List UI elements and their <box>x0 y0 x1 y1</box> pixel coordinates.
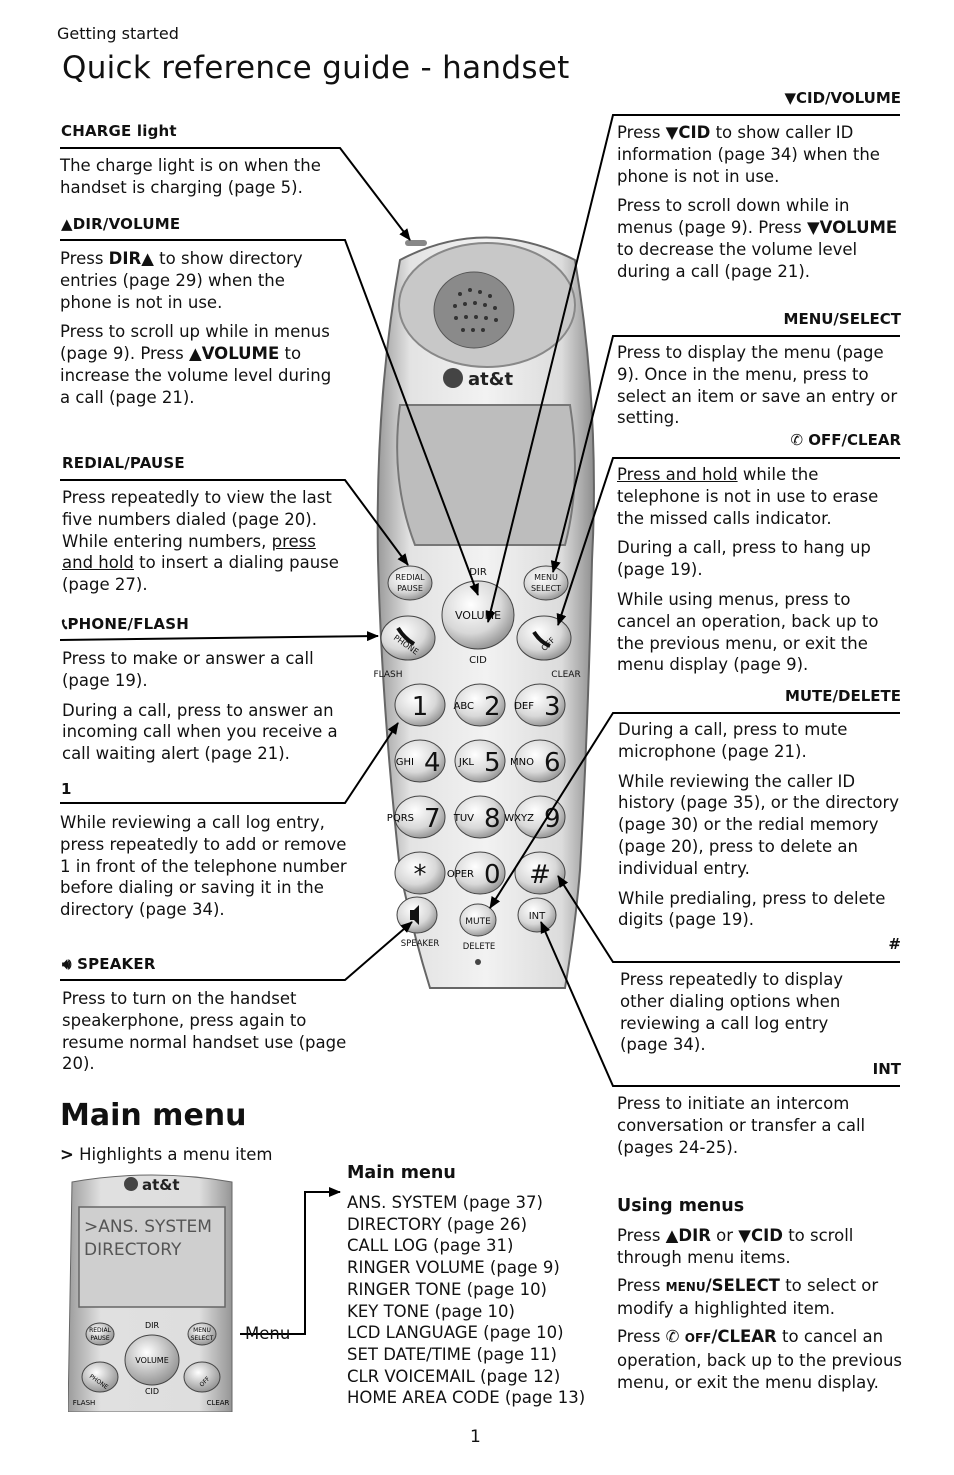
key-digit: 5 <box>484 748 501 778</box>
phone-flash-text: Press to make or answer a call (page 19). During a call, press to answer an incoming call when you receive a call waiting alert (page 21). <box>62 649 338 764</box>
page-number: 1 <box>470 1427 481 1447</box>
key-digit: # <box>529 860 551 890</box>
up-triangle-icon: ▲ <box>141 249 154 268</box>
key-letters: WXYZ <box>504 813 534 824</box>
speaker-icon: 🔊︎ <box>62 955 72 973</box>
redial-pause-text: Press repeatedly to view the last five numbers dialed (page 20). While entering numbers, press and hold to insert a dialing pause (page 27). <box>62 488 339 595</box>
mini-off-label: OFF <box>198 1375 212 1389</box>
key-letters: DEF <box>514 701 534 712</box>
pause-key-label: PAUSE <box>397 584 423 593</box>
main-menu-item: KEY TONE (page 10) <box>347 1301 515 1321</box>
main-menu-item: DIRECTORY (page 26) <box>347 1214 528 1234</box>
key-digit: * <box>413 860 427 890</box>
main-menu-item: ANS. SYSTEM (page 37) <box>347 1193 543 1212</box>
off-key-label: OFF <box>539 635 557 653</box>
main-menu-list <box>347 1192 607 1409</box>
key-letters: GHI <box>395 757 414 768</box>
dir-volume-label: ▲DIR/VOLUME <box>61 215 181 233</box>
cid-volume-label: ▼CID/VOLUME <box>784 89 901 107</box>
mini-brand-logo-text: at&t <box>142 1176 180 1194</box>
key-letters: OPER <box>446 869 474 880</box>
highlight-legend: > Highlights a menu item <box>60 1145 273 1164</box>
phone-flash-label: 📞︎PHONE/FLASH <box>62 615 190 633</box>
key-digit: 6 <box>544 748 561 778</box>
handset-off-icon: ✆ <box>665 1327 680 1347</box>
menu-key-label: MENU <box>534 573 558 582</box>
main-menu-item: HOME AREA CODE (page 13) <box>347 1388 586 1408</box>
speaker-key-label: SPEAKER <box>400 939 440 949</box>
mini-volume-label: VOLUME <box>135 1356 169 1365</box>
speaker-text: Press to turn on the handset speakerphone, press again to resume normal handset use (page 20). <box>62 989 347 1074</box>
key-digit: 3 <box>544 692 561 722</box>
volume-key-label: VOLUME <box>454 609 502 622</box>
mute-delete-text: During a call, press to mute microphone (page 21). While reviewing the caller ID history (page 35), or the directory (page 30) or the redial memory (page 20), press to delete an individual entry. While predialing, press to delete digits (page 19). <box>618 720 900 930</box>
main-menu-item: RINGER VOLUME (page 9) <box>347 1258 560 1278</box>
int-text: Press to initiate an intercom conversation or transfer a call (pages 24-25). <box>617 1094 866 1157</box>
page-title: Quick reference guide - handset <box>62 50 570 86</box>
key-letters: MNO <box>510 757 534 768</box>
mini-select-label: SELECT <box>190 1335 214 1342</box>
phone-key-label: PHONE <box>391 633 421 657</box>
delete-label: DELETE <box>462 942 496 952</box>
int-label: INT <box>872 1060 901 1078</box>
key-one-label: 1 <box>61 780 72 798</box>
mini-redial-label: REDIAL <box>89 1327 111 1334</box>
down-triangle-icon: ▼ <box>665 123 679 142</box>
phone-icon: 📞︎ <box>62 615 68 633</box>
mini-cid-label: CID <box>144 1387 160 1396</box>
key-letters: ABC <box>453 701 474 712</box>
mini-flash-label: FLASH <box>72 1399 96 1407</box>
mini-lcd-line-1: >ANS. SYSTEM <box>84 1217 212 1237</box>
main-menu-item: RINGER TONE (page 10) <box>347 1279 547 1299</box>
brand-logo-text: at&t <box>468 369 514 390</box>
key-digit: 9 <box>544 804 561 834</box>
redial-key-label: REDIAL <box>395 573 425 582</box>
flash-label: FLASH <box>373 670 403 680</box>
mute-delete-label: MUTE/DELETE <box>784 687 901 705</box>
mini-phone-label: PHONE <box>87 1373 110 1391</box>
off-clear-text: Press and hold while the telephone is not in use to erase the missed calls indicator. During a call, press to hang up (page 19). While using menus, press to cancel an operation, back up to the previous menu, or exit the menu display (page 9). <box>617 465 879 675</box>
select-key-label: SELECT <box>530 584 562 593</box>
menu-callout-label: Menu <box>245 1324 291 1343</box>
mini-dir-label: DIR <box>144 1321 160 1330</box>
key-digit: 2 <box>484 692 501 722</box>
dir-key-label: DIR <box>469 567 487 578</box>
pound-text: Press repeatedly to display other dialing options when reviewing a call log entry (page 34). <box>620 970 844 1055</box>
using-menus-title: Using menus <box>617 1196 745 1216</box>
menu-select-text: Press to display the menu (page 9). Once in the menu, press to select an item or save an entry or setting. <box>617 343 898 428</box>
mini-clear-label: CLEAR <box>206 1399 230 1407</box>
mini-menu-label: MENU <box>193 1327 211 1334</box>
section-header: Getting started <box>57 24 179 43</box>
key-digit: 8 <box>484 804 501 834</box>
cid-volume-text: Press ▼CID to show caller ID information (page 34) when the phone is not in use. Press to scroll down while in menus (page 9). Press ▼VOLUME to decrease the volume level during a call (page 21). <box>617 123 898 281</box>
key-letters: JKL <box>458 757 474 768</box>
main-menu-list-title: Main menu <box>347 1163 456 1183</box>
down-triangle-icon: ▼ <box>784 89 796 107</box>
mini-handset-illustration <box>68 1174 236 1412</box>
key-letters: PQRS <box>386 813 414 824</box>
main-menu-item: CALL LOG (page 31) <box>347 1236 514 1256</box>
clear-label: CLEAR <box>551 670 581 680</box>
mute-key-label: MUTE <box>465 917 491 927</box>
off-clear-label: ✆ OFF/CLEAR <box>790 431 901 449</box>
menu-select-label: MENU/SELECT <box>783 310 901 328</box>
key-digit: 4 <box>424 748 441 778</box>
key-one-text: While reviewing a call log entry, press repeatedly to add or remove 1 in front of the telephone number before dialing or saving it in the directory (page 34). <box>60 813 347 920</box>
key-digit: 1 <box>411 692 429 722</box>
charge-light-label: CHARGE light <box>61 122 177 140</box>
up-triangle-icon: ▲ <box>189 344 202 364</box>
main-menu-heading: Main menu <box>60 1098 247 1133</box>
key-letters: TUV <box>453 813 474 824</box>
up-triangle-icon: ▲ <box>61 215 73 233</box>
speaker-label: 🔊︎ SPEAKER <box>62 955 156 973</box>
handset-off-icon: ✆ <box>790 431 804 449</box>
charge-light-text: The charge light is on when the handset is charging (page 5). <box>60 156 321 197</box>
cid-key-label: CID <box>469 655 487 666</box>
key-digit: 7 <box>424 804 441 834</box>
key-digit: 0 <box>484 860 501 890</box>
mini-pause-label: PAUSE <box>90 1335 110 1342</box>
dir-volume-text: Press DIR▲ to show directory entries (page 29) when the phone is not in use. Press to scroll up while in menus (page 9). Press ▲VOLUME to increase the volume level during a call (page 21). <box>60 249 332 407</box>
pound-label: # <box>888 935 901 953</box>
down-triangle-icon: ▼ <box>806 218 820 238</box>
redial-pause-label: REDIAL/PAUSE <box>62 454 185 472</box>
main-menu-item: CLR VOICEMAIL (page 12) <box>347 1366 561 1386</box>
mini-lcd-line-2: DIRECTORY <box>84 1240 182 1260</box>
using-menus-text: Press ▲DIR or ▼CID to scroll through menu items. Press MENU/SELECT to select or modify a highlighted item. Press ✆ OFF/CLEAR to cancel an operation, back up to the previous menu, or exit the menu display. <box>617 1226 903 1392</box>
main-menu-item: LCD LANGUAGE (page 10) <box>347 1323 564 1343</box>
main-menu-item: SET DATE/TIME (page 11) <box>347 1344 557 1364</box>
int-key-label: INT <box>528 911 546 922</box>
